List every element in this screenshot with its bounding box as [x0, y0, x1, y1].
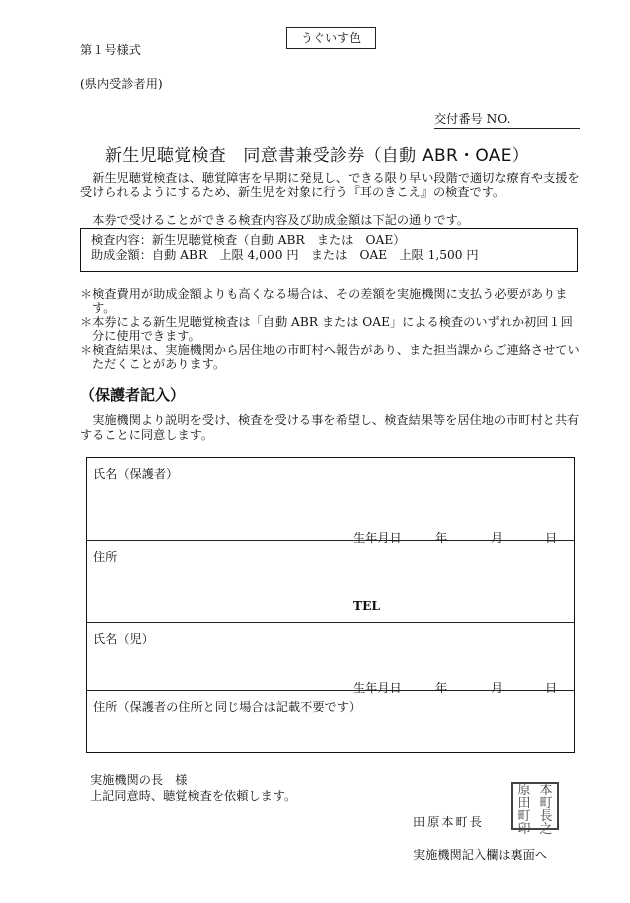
prefecture-use-label: (県内受診者用) — [80, 77, 163, 91]
child-address-row[interactable] — [87, 691, 574, 751]
notes-list — [80, 287, 584, 371]
year-label: 年 — [435, 531, 448, 545]
seal-glyph: 本 町 — [539, 783, 553, 811]
seal-glyph: 町 印 — [517, 809, 531, 837]
institution-head: 実施機関の長 様 — [90, 773, 188, 787]
year-label: 年 — [435, 681, 448, 695]
exam-details-box — [80, 228, 578, 272]
note-item: ＊本券による新生児聴覚検査は「自動 ABR または OAE」による検査のいずれか初回１回分に使用できます。 — [80, 315, 573, 343]
address-label: 住所 — [93, 550, 118, 564]
guardian-name-row[interactable] — [87, 458, 574, 545]
form-number: 第１号様式 — [80, 43, 141, 57]
birthdate-label: 生年月日 — [353, 681, 402, 695]
color-label-box: うぐいす色 — [286, 27, 376, 49]
consent-statement: 実施機関より説明を受け、検査を受ける事を希望し、検査結果等を居住地の市町村と共有することに同意します。 — [80, 413, 580, 442]
guardian-address-row[interactable] — [87, 541, 574, 623]
note-item: ＊検査結果は、実施機関から居住地の市町村へ報告があり、また担当課からご連絡させていただくことがあります。 — [80, 343, 580, 371]
month-label: 月 — [491, 681, 504, 695]
tel-label: TEL — [353, 599, 380, 613]
birthdate-label: 生年月日 — [353, 531, 402, 545]
official-seal — [511, 782, 559, 837]
exam-content-line: 検査内容：新生児聴覚検査（自動 ABR または OAE） — [91, 233, 406, 247]
note-item: ＊検査費用が助成金額よりも高くなる場合は、その差額を実施機関に支払う必要があります。 — [80, 287, 568, 315]
seal-glyph: 長 之 — [539, 809, 553, 837]
day-label: 日 — [545, 681, 558, 695]
guardian-name-label: 氏名（保護者） — [93, 467, 179, 481]
issue-number-field[interactable]: 交付番号 NO. — [434, 110, 580, 129]
child-name-label: 氏名（児） — [93, 632, 154, 646]
back-side-note: 実施機関記入欄は裏面へ — [413, 848, 548, 862]
seal-glyph: 原 田 — [517, 783, 531, 811]
intro-paragraph-2: 本券で受けることができる検査内容及び助成金額は下記の通りです。 — [92, 213, 470, 227]
month-label: 月 — [491, 531, 504, 545]
intro-paragraph: 新生児聴覚検査は、聴覚障害を早期に発見し、できる限り早い段階で適切な療育や支援を受けられるようにするため、新生児を対象に行う『耳のきこえ』の検査です。 — [80, 171, 580, 199]
page-title: 新生児聴覚検査 同意書兼受診券（自動 ABR・OAE） — [105, 146, 530, 166]
exam-request-text: 上記同意時、聴覚検査を依頼します。 — [90, 789, 297, 803]
child-name-row[interactable] — [87, 623, 574, 695]
guardian-section-heading: （保護者記入） — [80, 386, 186, 404]
subsidy-amount-line: 助成金額：自動 ABR 上限 4,000 円 または OAE 上限 1,500 円 — [91, 248, 479, 262]
mayor-title: 田原本町長 — [413, 815, 484, 829]
day-label: 日 — [545, 531, 558, 545]
child-address-label: 住所（保護者の住所と同じ場合は記載不要です） — [93, 700, 362, 714]
guardian-form-table — [86, 457, 575, 753]
